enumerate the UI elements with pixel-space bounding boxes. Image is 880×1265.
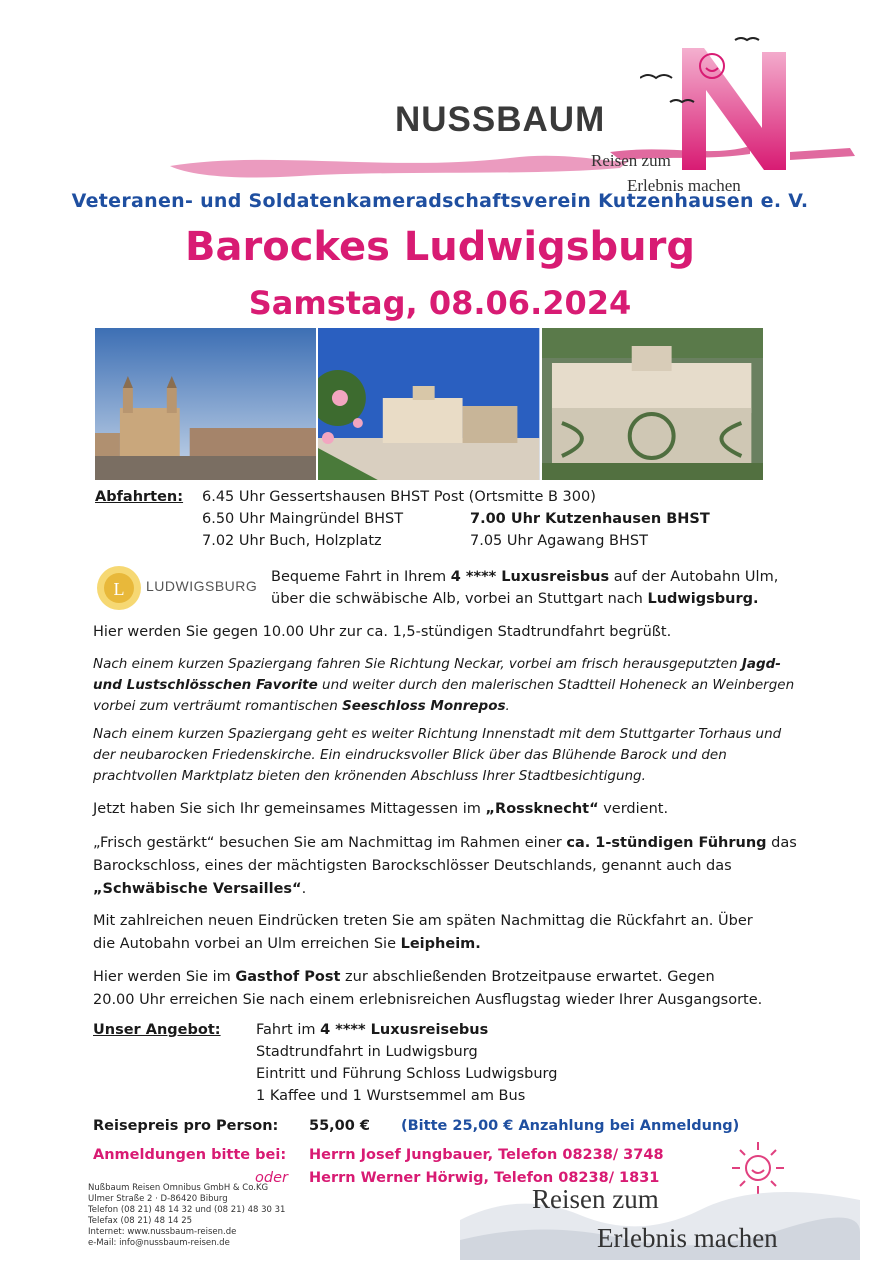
departure-row-3a: 7.02 Uhr Buch, Holzplatz [202,533,382,549]
organizer-heading: Veteranen- und Soldatenkameradschaftsverein Kutzenhausen e. V. [71,190,809,212]
offer-item-entry: Eintritt und Führung Schloss Ludwigsburg [256,1066,558,1082]
return-paragraph-line1: Mit zahlreichen neuen Eindrücken treten Sie am späten Nachmittag die Rückfahrt an. Über [93,913,753,929]
photo-strip [95,328,763,480]
palace-tour-paragraph-line1: „Frisch gestärkt“ besuchen Sie am Nachmittag im Rahmen einer ca. 1-stündigen Führung das [93,835,797,851]
slogan-line1: Reisen zum [532,1184,659,1214]
registration-contact-1: Herrn Josef Jungbauer, Telefon 08238/ 3748 [309,1147,664,1163]
offer-item-bus: Fahrt im 4 **** Luxusreisebus [256,1022,489,1038]
neckar-paragraph-line1: Nach einem kurzen Spaziergang fahren Sie Richtung Neckar, vorbei am frisch herausgeputzten Jagd- [93,656,781,672]
registration-oder: oder [255,1170,288,1186]
church-photo [95,328,316,480]
footer-phone: Telefon (08 21) 48 14 32 und (08 21) 48 30 31 [88,1205,286,1215]
neckar-paragraph-line3: vorbei zum verträumt romantischen Seeschloss Monrepos. [93,698,510,714]
intro-paragraph-line1: Bequeme Fahrt in Ihrem 4 **** Luxusreisbus auf der Autobahn Ulm, [271,569,779,585]
ludwigsburg-coin-icon [96,565,142,611]
snack-paragraph-line2: 20.00 Uhr erreichen Sie nach einem erlebnisreichen Ausflugstag wieder Ihrer Ausgangsorte. [93,992,763,1008]
registration-label: Anmeldungen bitte bei: [93,1147,287,1163]
trip-title: Barockes Ludwigsburg [185,224,695,270]
ludwigsburg-logo-text: LUDWIGSBURG [146,578,258,594]
brand-logo-text: NUSSBAUM [395,100,606,139]
footer-email[interactable]: e-Mail: info@nussbaum-reisen.de [88,1238,230,1248]
offer-label: Unser Angebot: [93,1022,221,1038]
logo-slogan-line1: Reisen zum [591,151,671,170]
lunch-paragraph: Jetzt haben Sie sich Ihr gemeinsames Mittagessen im „Rossknecht“ verdient. [93,801,669,817]
departure-row-2a: 6.50 Uhr Maingründel BHST [202,511,404,527]
palace-tour-paragraph-line2: Barockschloss, eines der mächtigsten Barockschlösser Deutschlands, genannt auch das [93,858,732,874]
footer-fax: Telefax (08 21) 48 14 25 [88,1216,193,1226]
departure-row-1: 6.45 Uhr Gessertshausen BHST Post (Ortsmitte B 300) [202,489,596,505]
departure-row-3b: 7.05 Uhr Agawang BHST [470,533,648,549]
logo-slogan-line2: Erlebnis machen [627,176,741,195]
offer-item-tour: Stadtrundfahrt in Ludwigsburg [256,1044,478,1060]
departures-label: Abfahrten: [95,489,184,505]
city-centre-paragraph-line3: prachtvollen Marktplatz bieten den krönenden Abschluss Ihrer Stadtbesichtigung. [93,768,646,784]
slogan-line2: Erlebnis machen [597,1223,778,1253]
footer-website[interactable]: Internet: www.nussbaum-reisen.de [88,1227,237,1237]
snack-paragraph-line1: Hier werden Sie im Gasthof Post zur abschließenden Brotzeitpause erwartet. Gegen [93,969,715,985]
return-paragraph-line2: die Autobahn vorbei an Ulm erreichen Sie Leipheim. [93,936,481,952]
company-footer [88,1183,285,1249]
footer-company: Nußbaum Reisen Omnibus GmbH & Co.KG [88,1183,269,1193]
svg-text:L: L [113,579,125,599]
intro-paragraph-line2: über die schwäbische Alb, vorbei an Stuttgart nach Ludwigsburg. [271,591,759,607]
city-centre-paragraph-line1: Nach einem kurzen Spaziergang geht es weiter Richtung Innenstadt mit dem Stuttgarter Torhaus und [93,726,782,742]
departure-row-2b: 7.00 Uhr Kutzenhausen BHST [470,511,710,527]
deposit-note: (Bitte 25,00 € Anzahlung bei Anmeldung) [401,1118,740,1134]
city-centre-paragraph-line2: der neubarocken Friedenskirche. Ein eindrucksvoller Blick über das Blühende Barock und den [93,747,727,763]
offer-item-snack: 1 Kaffee und 1 Wurstsemmel am Bus [256,1088,526,1104]
price-value: 55,00 € [309,1118,371,1134]
registration-contact-2: Herrn Werner Hörwig, Telefon 08238/ 1831 [309,1170,660,1186]
city-tour-paragraph: Hier werden Sie gegen 10.00 Uhr zur ca. 1,5-stündigen Stadtrundfahrt begrüßt. [93,624,672,640]
palace-tour-paragraph-line3: „Schwäbische Versailles“. [93,881,307,897]
footer-address: Ulmer Straße 2 · D-86420 Biburg [88,1194,228,1204]
neckar-paragraph-line2: und Lustschlösschen Favorite und weiter durch den malerischen Stadtteil Hoheneck an Weinbergen [93,677,795,693]
palace-courtyard-photo [318,328,539,480]
palace-gardens-photo [542,328,763,480]
price-label: Reisepreis pro Person: [93,1118,279,1134]
trip-date: Samstag, 08.06.2024 [248,284,632,322]
